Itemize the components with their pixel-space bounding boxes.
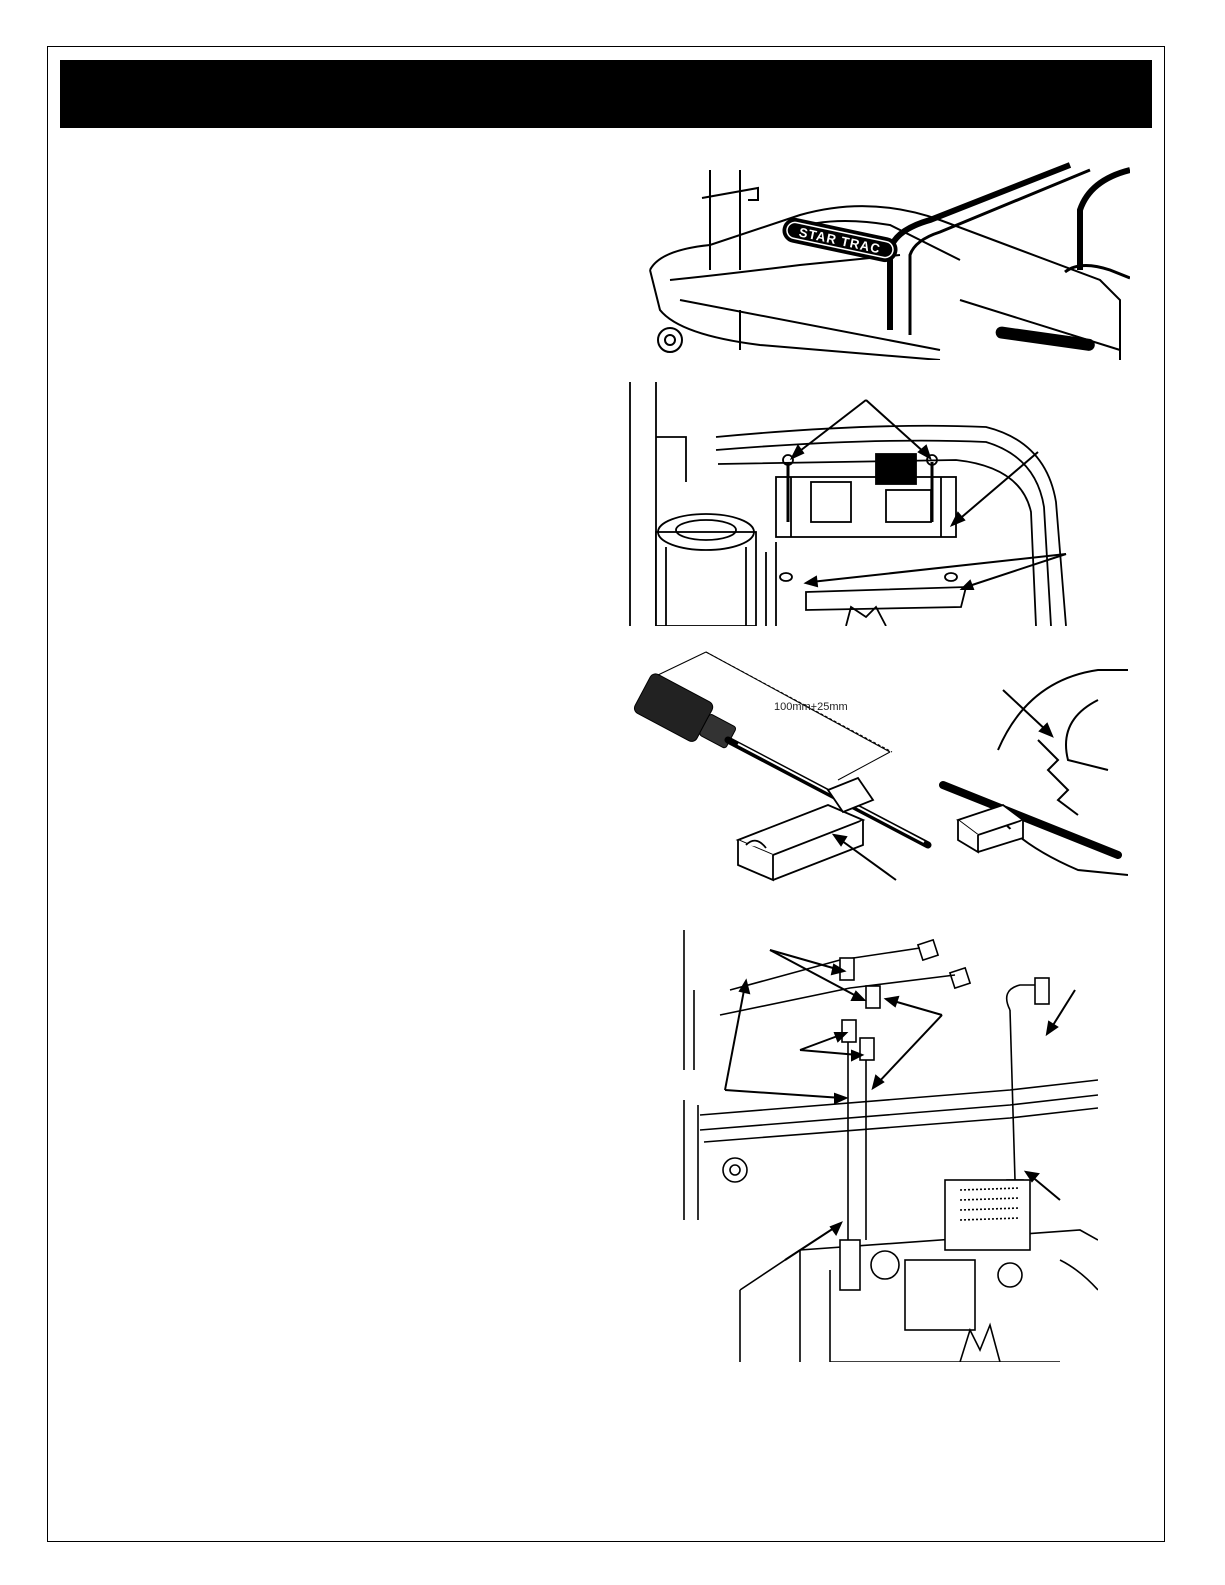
instruction-text-column — [75, 150, 595, 1510]
cable-length-dimension: 100mm+25mm — [774, 701, 848, 713]
cable-clip-drawing — [628, 640, 1128, 888]
figure-bracket-screws — [626, 382, 1074, 626]
figure-cable-clip — [628, 640, 1128, 888]
figure-wire-harness — [680, 930, 1098, 1362]
figure-treadmill-hood — [640, 160, 1130, 360]
section-header-bar — [60, 60, 1152, 128]
bracket-screws-drawing — [626, 382, 1074, 626]
star-trac-logo: STAR TRAC — [797, 224, 883, 257]
treadmill-hood-drawing — [640, 160, 1130, 360]
wire-harness-drawing — [680, 930, 1098, 1362]
